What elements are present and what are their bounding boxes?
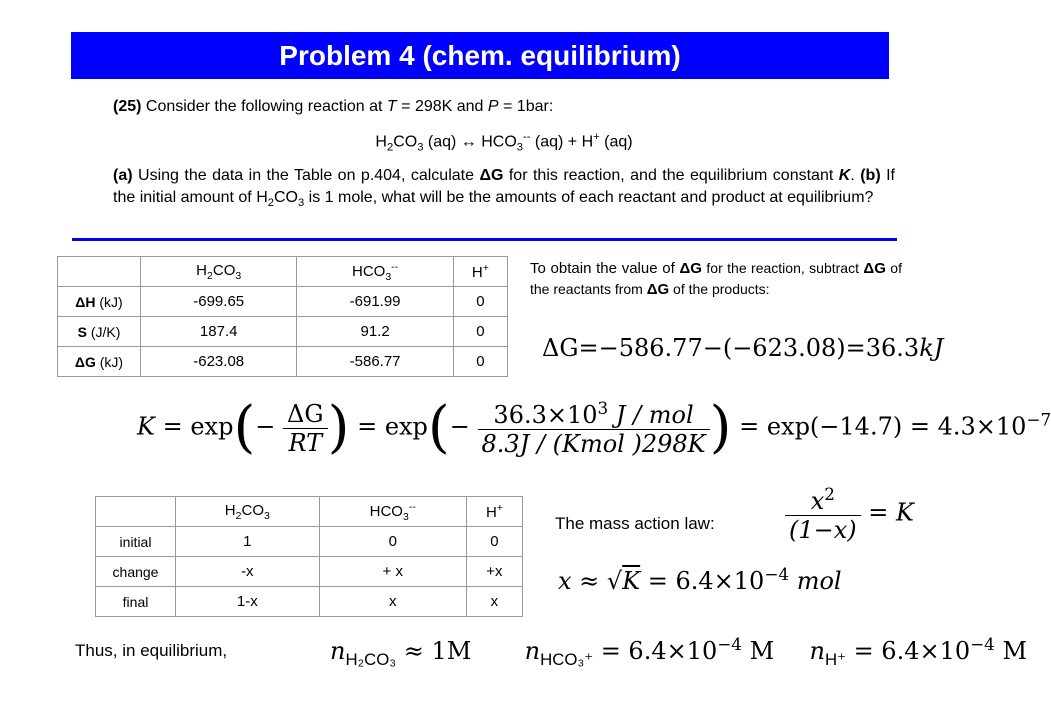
table-cell: 1-x <box>176 587 320 617</box>
mass-action-label: The mass action law: <box>555 514 715 533</box>
equilibrium-constant-equation: K = exp(− $\frac{\Delta G}{RT}$ ) = exp(− $\frac{36.3\times 10^3 J / mol}{\text{8.3J / (Kmol )298K}}$ ) = $\exp(-14.7) = 4.3\times 10^{-7}$ <box>137 395 1051 460</box>
conclusion-label: Thus, in equilibrium, <box>75 641 228 660</box>
row-label: final <box>96 587 176 617</box>
table-cell: 1 <box>176 527 320 557</box>
table-cell: 91.2 <box>297 317 453 347</box>
table-cell: 187.4 <box>141 317 297 347</box>
reaction-equation: $H_2CO_3$ (aq) ↔ $HCO_3^{--}$ (aq) + H+ (aq) <box>375 131 633 154</box>
fraction-dg-rt: $\frac{\Delta G}{RT}$ <box>283 400 328 457</box>
table-cell: 0 <box>319 527 466 557</box>
table-cell: -x <box>176 557 320 587</box>
row-label: S (J/K) <box>58 317 141 347</box>
table-cell: x <box>319 587 466 617</box>
approximation-equation: $x \approx √K = 6.4\times 10^{-4}$ mol <box>558 564 842 595</box>
table-cell: 0 <box>453 317 507 347</box>
table-header-row <box>58 257 508 287</box>
table-row <box>58 347 508 377</box>
mass-action-equation: $\frac{x^2}{(1-x)}$ = K <box>785 484 914 544</box>
row-label: ΔG (kJ) <box>58 347 141 377</box>
header-hco3: $HCO_3^{--}$ <box>297 257 453 287</box>
problem-parts: (a) Using the data in the Table on p.404, calculate ΔG for this reaction, and the equilibrium constant K. (b) If the initial amount of $H_2CO_3$ is 1 mole, what will be the amounts of each reactant and product at equilibrium? <box>113 166 895 209</box>
row-label: initial <box>96 527 176 557</box>
table-cell: -586.77 <box>297 347 453 377</box>
table-row <box>96 557 523 587</box>
header-hco3: $HCO_3^{--}$ <box>319 497 466 527</box>
table-row <box>96 587 523 617</box>
problem-statement <box>113 96 895 214</box>
table-row <box>96 527 523 557</box>
table-corner-cell <box>96 497 176 527</box>
table-cell: -699.65 <box>141 287 297 317</box>
table-cell: +x <box>466 557 522 587</box>
row-label: change <box>96 557 176 587</box>
table-cell: -623.08 <box>141 347 297 377</box>
table-row <box>58 287 508 317</box>
row-label: ΔH (kJ) <box>58 287 141 317</box>
thermo-data-table <box>57 256 508 377</box>
table-cell: x <box>466 587 522 617</box>
table-cell: 0 <box>453 287 507 317</box>
header-h2co3: $H_2CO_3$ <box>176 497 320 527</box>
delta-g-note: To obtain the value of ΔG for the reaction, subtract ΔG of the reactants from ΔG of the products: <box>530 260 902 298</box>
header-h2co3: $H_2CO_3$ <box>141 257 297 287</box>
equilibrium-amounts: $n_{H_2CO_3} \approx 1M$ $n_{HCO_3^+} = 6.4\times 10^{-4}$ M $n_{H^+} = 6.4\times 10^{-4}$ M <box>330 634 1028 669</box>
fraction-numeric: $\frac{36.3\times 10^3 J / mol}{\text{8.3J / (Kmol )298K}}$ <box>478 398 710 458</box>
divider-line <box>72 238 897 241</box>
table-cell: + x <box>319 557 466 587</box>
problem-intro: (25) Consider the following reaction at T = 298K and P = 1bar: <box>113 98 554 115</box>
table-header-row <box>96 497 523 527</box>
table-row <box>58 317 508 347</box>
slide-title: Problem 4 (chem. equilibrium) <box>71 32 889 79</box>
header-h-plus: H+ <box>453 257 507 287</box>
table-cell: -691.99 <box>297 287 453 317</box>
table-cell: 0 <box>466 527 522 557</box>
table-cell: 0 <box>453 347 507 377</box>
header-h-plus: H+ <box>466 497 522 527</box>
ice-table <box>95 496 523 617</box>
table-corner-cell <box>58 257 141 287</box>
delta-g-equation: ΔG=−586.77−(−623.08)=36.3kJ <box>542 334 944 362</box>
